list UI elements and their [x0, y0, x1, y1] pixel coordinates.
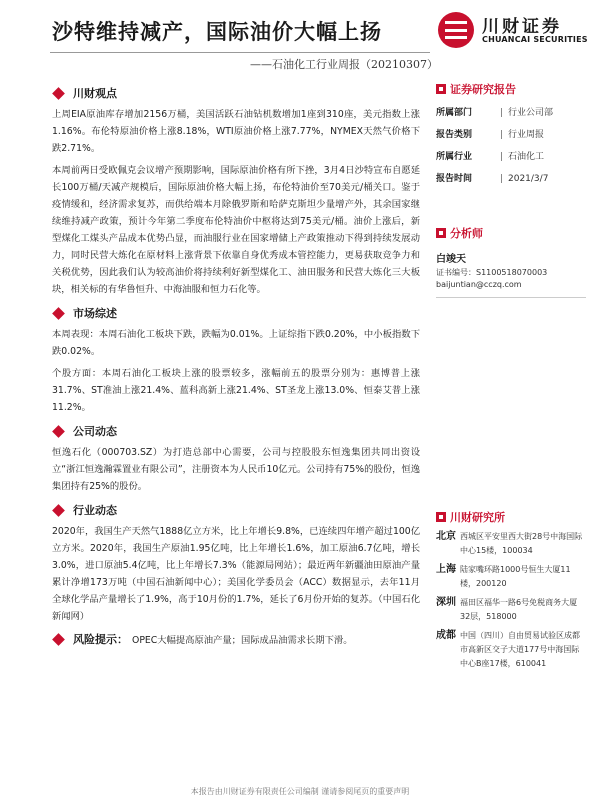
info-value: 石油化工 [508, 152, 545, 162]
sidebar [436, 80, 586, 676]
report-subtitle: ——石油化工行业周报（20210307） [250, 58, 438, 71]
section-title: 市场综述 [73, 307, 117, 320]
office-city: 上海 [436, 564, 456, 575]
section-industry [52, 501, 420, 625]
info-separator: | [500, 108, 504, 118]
sidebar-report-title: 证券研究报告 [450, 83, 516, 96]
section-title: 公司动态 [73, 425, 117, 438]
paragraph: 上周EIA原油库存增加2156万桶，美国活跃石油钻机数增加1座到310座，美元指数上涨1.16%。布伦特原油价格上涨8.18%，WTI原油价格上涨7.77%，NYMEX天然气价格下跌2.71%。 [52, 109, 420, 154]
diamond-bullet-icon [52, 307, 65, 320]
analyst-name: 白竣天 [436, 254, 466, 265]
paragraph: 2020年，我国生产天然气1888亿立方米，比上年增长9.8%，已连续四年增产超过100亿立方米。2020年，我国生产原油1.95亿吨，比上年增长1.6%，加工原油6.7亿吨，增长3.0%，进口原油5.4亿吨，比上年增长7.3%（能源局网站）；最近两年新疆油田原油产量累计净增173万吨（中国石油新闻中心）；美国化学委员会（ACC）数据显示，去年11月全球化学品产量增长了1.9%，高于10月份的1.7%，延长了6月份开始的复苏。（中国石化新闻网） [52, 526, 420, 622]
paragraph: 本周前两日受欧佩克会议增产预期影响，国际原油价格有所下挫，3月4日沙特宣布自愿延长100万桶/天减产规模后，国际原油价格大幅上扬，布伦特油价至70美元/桶关口。鉴于疫情缓和，经济需求复苏，而供给端本月除俄罗斯和哈萨克斯坦少量增产外，其余国家继续维持减产政策，预计今年第二季度布伦特油价中枢将达到75美元/桶。油价上涨后，新型煤化工煤头产品成本优势凸显，而油服行业在国家增储上产政策推动下得到持续发展动力，同时民营大炼化在原材料上涨背景下依靠自身优秀成本管控能力，更易获取竞争力和关税优势，因此我们认为较高油价将持续利好新型煤化工、油田服务和民营大炼化三大板块，相关标的有华鲁恒升、中海油服和恒力石化等。 [52, 165, 420, 295]
info-label: 所属行业 [436, 152, 473, 162]
square-bullet-icon [436, 228, 446, 238]
office-city: 成都 [436, 630, 456, 641]
info-value: 行业公司部 [508, 108, 554, 118]
risk-warning [52, 631, 420, 647]
office-address: 中国（四川）自由贸易试验区成都市高新区交子大道177号中海国际中心B座17楼，610041 [460, 631, 580, 668]
info-row [436, 102, 586, 124]
logo-english-name: CHUANCAI SECURITIES [482, 35, 588, 44]
report-title: 沙特维持减产，国际油价大幅上扬 [52, 19, 382, 44]
info-label: 报告时间 [436, 174, 473, 184]
info-label: 所属部门 [436, 108, 473, 118]
info-value: 行业周报 [508, 130, 545, 140]
diamond-bullet-icon [52, 504, 65, 517]
company-logo [438, 10, 588, 50]
logo-chinese-name: 川财证券 [482, 17, 562, 37]
page-footer: 本报告由川财证券有限责任公司编制 谨请参阅尾页的重要声明 [190, 787, 410, 796]
info-separator: | [500, 174, 504, 184]
square-bullet-icon [436, 512, 446, 522]
section-title: 川财观点 [73, 87, 117, 100]
header-divider [50, 52, 430, 53]
info-separator: | [500, 152, 504, 162]
info-value: 2021/3/7 [508, 174, 549, 184]
paragraph: 本周表现：本周石油化工板块下跌，跌幅为0.01%。上证综指下跌0.20%，中小板指数下跌0.02%。 [52, 329, 420, 357]
risk-title: 风险提示： [73, 633, 128, 646]
info-separator: | [500, 130, 504, 140]
office-address: 陆家嘴环路1000号恒生大厦11楼，200120 [460, 565, 571, 588]
report-info [436, 102, 586, 190]
section-market [52, 304, 420, 416]
analyst-heading: 分析师 [450, 227, 483, 240]
office-address: 西城区平安里西大街28号中海国际中心15楼，100034 [460, 532, 583, 555]
analyst-email[interactable]: baijuntian@cczq.com [436, 280, 522, 289]
section-company [52, 422, 420, 495]
diamond-bullet-icon [52, 87, 65, 100]
paragraph: 个股方面：本周石油化工板块上涨的股票较多，涨幅前五的股票分别为：惠博普上涨31.7%、ST准油上涨21.4%、蓝科高新上涨21.4%、ST圣龙上涨13.0%、恒泰艾普上涨11.2%。 [52, 368, 420, 413]
logo-mark-icon [438, 12, 474, 48]
office-city: 北京 [436, 531, 456, 542]
report-header [0, 0, 600, 82]
analyst-cert: 证书编号：S1100518070003 [436, 268, 548, 277]
office-entry [436, 530, 586, 558]
square-bullet-icon [436, 84, 446, 94]
paragraph: 恒逸石化（000703.SZ）为打造总部中心需要，公司与控股股东恒逸集团共同出资设立“浙江恒逸瀚霖置业有限公司”，注册资本为人民币10亿元。公司持有75%的股份，恒逸集团持有25%的股份。 [52, 447, 420, 492]
main-content [52, 80, 420, 647]
section-title: 行业动态 [73, 504, 117, 517]
office-entry [436, 563, 586, 591]
sidebar-divider [436, 297, 586, 298]
info-label: 报告类别 [436, 130, 473, 140]
office-city: 深圳 [436, 597, 456, 608]
diamond-bullet-icon [52, 633, 65, 646]
office-address: 福田区福华一路6号免税商务大厦32层，518000 [460, 598, 578, 621]
info-row [436, 124, 586, 146]
info-row [436, 168, 586, 190]
offices-heading: 川财研究所 [450, 511, 505, 524]
section-view [52, 84, 420, 298]
info-row [436, 146, 586, 168]
risk-text: OPEC大幅提高原油产量；国际成品油需求长期下滑。 [132, 635, 353, 646]
office-entry [436, 596, 586, 624]
diamond-bullet-icon [52, 425, 65, 438]
office-entry [436, 629, 586, 671]
